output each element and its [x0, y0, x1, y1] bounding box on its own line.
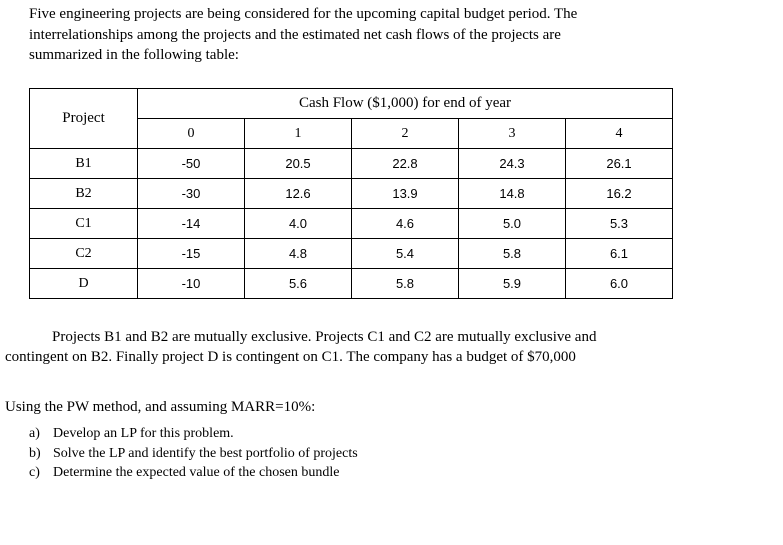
value-cell: 26.1: [566, 149, 673, 179]
value-cell: 22.8: [352, 149, 459, 179]
table-row: [30, 269, 673, 299]
table-row: [30, 239, 673, 269]
year-header: 0: [138, 119, 245, 149]
intro-line-2: interrelationships among the projects and the estimated net cash flows of the projects are: [29, 26, 561, 43]
value-cell: 6.1: [566, 239, 673, 269]
project-column-header: Project: [30, 89, 138, 149]
constraints-line-2: contingent on B2. Finally project D is contingent on C1. The company has a budget of $70,000: [5, 349, 576, 365]
list-item: [29, 444, 358, 464]
constraints-line-1: Projects B1 and B2 are mutually exclusive. Projects C1 and C2 are mutually exclusive and: [52, 329, 597, 345]
value-cell: -15: [138, 239, 245, 269]
list-item: [29, 463, 358, 483]
constraints-paragraph: [5, 327, 705, 367]
cash-flow-table: [29, 88, 673, 299]
table-row: [30, 149, 673, 179]
list-item: [29, 424, 358, 444]
intro-line-1: Five engineering projects are being considered for the upcoming capital budget period. The: [29, 6, 578, 22]
table-row: [30, 179, 673, 209]
project-cell: B2: [30, 179, 138, 209]
value-cell: 5.0: [459, 209, 566, 239]
list-marker: a): [29, 426, 40, 441]
value-cell: 12.6: [245, 179, 352, 209]
year-header: 1: [245, 119, 352, 149]
task-list: [29, 424, 358, 483]
method-statement: Using the PW method, and assuming MARR=10%:: [5, 399, 316, 415]
value-cell: 6.0: [566, 269, 673, 299]
value-cell: 13.9: [352, 179, 459, 209]
value-cell: 4.0: [245, 209, 352, 239]
value-cell: 5.3: [566, 209, 673, 239]
list-marker: b): [29, 445, 41, 461]
value-cell: -14: [138, 209, 245, 239]
value-cell: 5.8: [352, 269, 459, 299]
value-cell: 16.2: [566, 179, 673, 209]
list-item-text: Develop an LP for this problem.: [53, 426, 234, 441]
project-cell: C1: [30, 209, 138, 239]
value-cell: -10: [138, 269, 245, 299]
value-cell: 24.3: [459, 149, 566, 179]
project-cell: C2: [30, 239, 138, 269]
list-marker: c): [29, 465, 40, 480]
value-cell: 5.9: [459, 269, 566, 299]
value-cell: 5.4: [352, 239, 459, 269]
table-row: [30, 209, 673, 239]
value-cell: 20.5: [245, 149, 352, 179]
year-header: 4: [566, 119, 673, 149]
intro-line-3: summarized in the following table:: [29, 47, 239, 63]
list-item-text: Solve the LP and identify the best portfolio of projects: [53, 445, 358, 461]
value-cell: -50: [138, 149, 245, 179]
intro-text: [29, 4, 729, 66]
value-cell: -30: [138, 179, 245, 209]
year-header: 3: [459, 119, 566, 149]
project-cell: B1: [30, 149, 138, 179]
value-cell: 14.8: [459, 179, 566, 209]
value-cell: 4.8: [245, 239, 352, 269]
table-header-row: [30, 89, 673, 119]
project-cell: D: [30, 269, 138, 299]
value-cell: 4.6: [352, 209, 459, 239]
year-header: 2: [352, 119, 459, 149]
list-item-text: Determine the expected value of the chosen bundle: [53, 465, 340, 480]
value-cell: 5.6: [245, 269, 352, 299]
value-cell: 5.8: [459, 239, 566, 269]
cash-flow-header: Cash Flow ($1,000) for end of year: [138, 89, 673, 119]
